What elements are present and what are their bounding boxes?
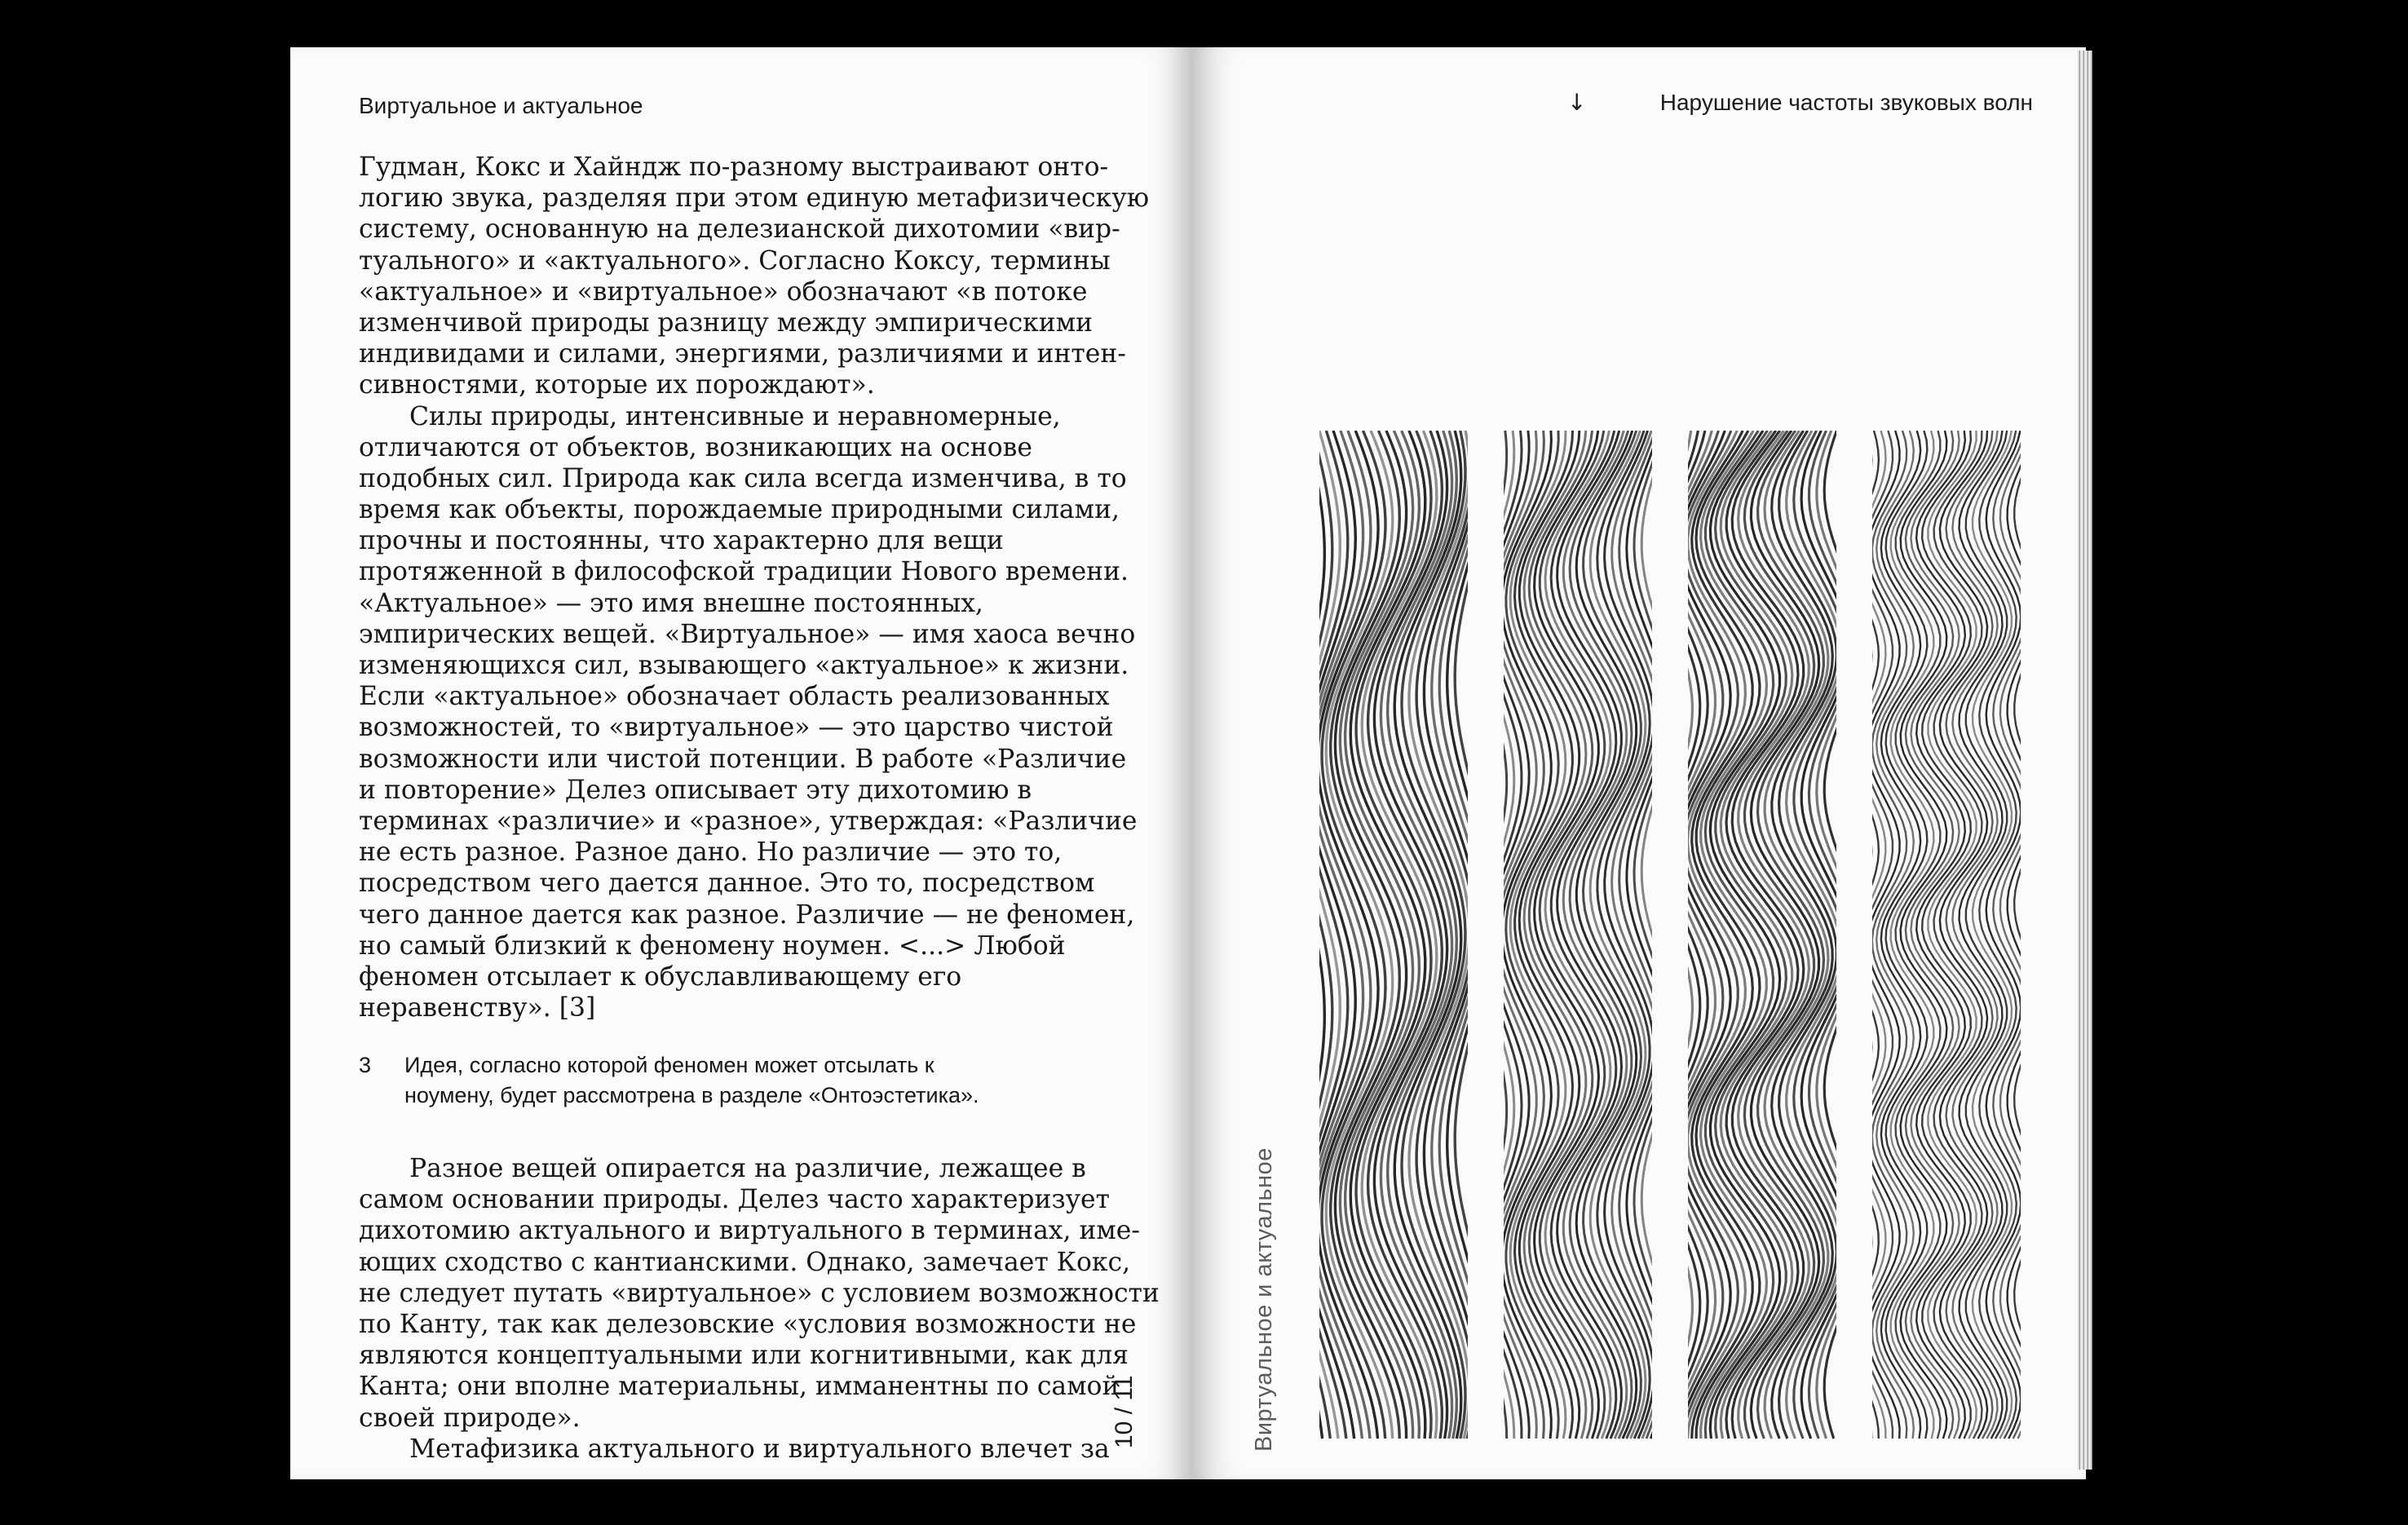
text-line: прочны и постоянны, что характерно для вещи	[359, 526, 1004, 556]
wave-panel	[1478, 431, 1674, 1439]
text-line: возможностей, то «виртуальное» — это царство чистой	[359, 713, 1114, 743]
text-line: не следует путать «виртуальное» с условием возможности	[359, 1278, 1160, 1308]
text-line: феномен отсылает к обуславливающему его	[359, 961, 962, 992]
text-line: Канта; они вполне материальны, имманентны по самой	[359, 1372, 1120, 1402]
text-line: посредством чего дается данное. Это то, посредством	[359, 869, 1095, 899]
down-arrow-icon: ↓	[1567, 89, 1587, 116]
text-line: эмпирических вещей. «Виртуальное» — имя хаоса вечно	[359, 619, 1136, 649]
text-line: по Канту, так как делезовские «условия возможности не	[359, 1309, 1137, 1339]
text-line: терминах «различие» и «разное», утверждая: «Различие	[359, 806, 1138, 836]
text-line: неравенству». [3]	[359, 993, 596, 1023]
wave-panel	[1850, 431, 2037, 1439]
running-head-right: Нарушение частоты звуковых волн	[1659, 90, 2033, 115]
text-line: Если «актуальное» обозначает область реализованных	[359, 682, 1110, 712]
wave-panel	[1661, 431, 1860, 1439]
text-line: Гудман, Кокс и Хайндж по-разному выстраивают онто-	[359, 152, 1109, 182]
text-line: чего данное дается как разное. Различие — не феномен,	[359, 900, 1135, 930]
text-line: но самый близкий к феномену ноумен. <...> Любой	[359, 930, 1066, 961]
text-line: время как объекты, порождаемые природными силами,	[359, 495, 1120, 525]
text-line: возможности или чистой потенции. В работе «Различие	[359, 744, 1127, 774]
running-head-left: Виртуальное и актуальное	[359, 93, 643, 118]
body-text-upper	[359, 152, 1150, 1023]
text-line: ноумену, будет рассмотрена в разделе «Онтоэстетика».	[404, 1083, 979, 1107]
wave-interference-figure	[1319, 431, 2037, 1447]
text-line: самом основании природы. Делез часто характеризует	[359, 1185, 1110, 1215]
paragraph-2	[359, 401, 1138, 1024]
text-line: логию звука, разделяя при этом единую метафизическую	[359, 183, 1150, 214]
text-line: индивидами и силами, энергиями, различиями и интен-	[359, 339, 1126, 369]
text-line: подобных сил. Природа как сила всегда изменчива, в то	[359, 463, 1127, 493]
text-line: Силы природы, интенсивные и неравномерные,	[409, 401, 1061, 431]
footnote-number: 3	[359, 1053, 372, 1077]
text-line: изменчивой природы разницу между эмпирическими	[359, 307, 1094, 338]
text-line: своей природе».	[359, 1403, 581, 1433]
text-line: систему, основанную на делезианской дихотомии «вир-	[359, 214, 1120, 245]
text-line: Идея, согласно которой феномен может отсылать к	[404, 1053, 934, 1077]
text-line: изменяющихся сил, взывающего «актуальное» к жизни.	[359, 651, 1129, 680]
text-line: «актуальное» и «виртуальное» обозначают «в потоке	[359, 276, 1088, 307]
text-line: Разное вещей опирается на различие, лежащее в	[409, 1154, 1086, 1183]
paragraph-1	[359, 152, 1150, 401]
text-line: отличаются от объектов, возникающих на основе	[359, 432, 1032, 462]
text-line: «Актуальное» — это имя внешне постоянных,	[359, 588, 983, 618]
text-line: и повторение» Делез описывает эту дихотомию в	[359, 775, 1032, 805]
text-line: дихотомию актуального и виртуального в терминах, име-	[359, 1216, 1140, 1246]
text-line: сивностями, которые их порождают».	[359, 370, 875, 400]
text-line: не есть разное. Разное дано. Но различие — это то,	[359, 838, 1063, 868]
footnote-text	[404, 1050, 979, 1111]
wave-panel	[1319, 431, 1492, 1439]
page-edges	[2078, 51, 2092, 1470]
page-numbers: 10 / 11	[1111, 1375, 1138, 1448]
paragraph-4	[359, 1434, 1110, 1465]
text-line: туального» и «актуального». Согласно Коксу, термины	[359, 245, 1111, 276]
text-line: ющих сходство с кантианскими. Однако, замечает Кокс,	[359, 1247, 1131, 1277]
text-line: являются концептуальными или когнитивными, как для	[359, 1341, 1129, 1371]
text-line: Метафизика актуального и виртуального влечет за	[409, 1434, 1110, 1464]
side-caption: Виртуальное и актуальное	[1251, 1147, 1277, 1452]
text-line: протяженной в философской традиции Нового времени.	[359, 557, 1129, 587]
